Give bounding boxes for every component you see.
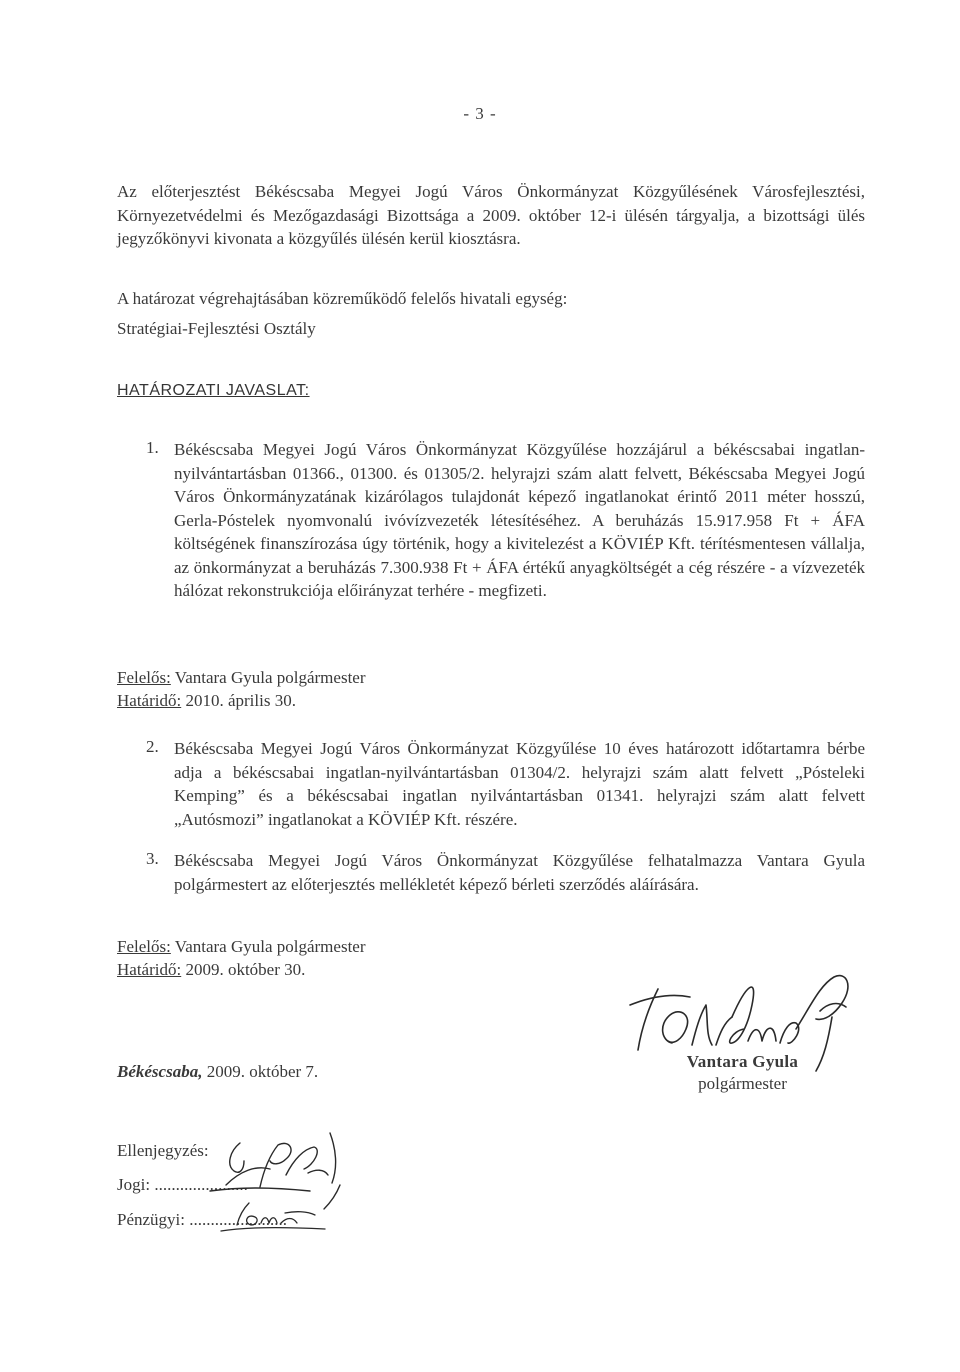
financial-signature — [215, 1195, 335, 1235]
place-date — [117, 1062, 318, 1082]
deadline-line — [117, 689, 296, 712]
deadline-label: Határidő: — [117, 960, 182, 979]
countersign-title: Ellenjegyzés: — [117, 1141, 209, 1160]
resolution-heading: HATÁROZATI JAVASLAT: — [117, 382, 310, 399]
legal-label: Jogi: — [117, 1175, 151, 1194]
deadline-value: 2010. április 30. — [185, 691, 296, 710]
responsible-label: Felelős: — [117, 937, 171, 956]
responsible-line — [117, 935, 366, 958]
item-text: Békéscsaba Megyei Jogú Város Önkormányzat Közgyűlése felhatalmazza Vantara Gyula polgármestert az előterjesztés mellékletét képező bérleti szerződés aláírására. — [174, 851, 865, 894]
responsible-label: Felelős: — [117, 668, 171, 687]
deadline-line — [117, 958, 305, 981]
date: 2009. október 7. — [206, 1062, 319, 1081]
item-number: 3. — [146, 849, 159, 868]
place: Békéscsaba, — [117, 1062, 203, 1081]
page-number: - 3 - — [463, 104, 497, 123]
intro-paragraph: Az előterjesztést Békéscsaba Megyei Jogú Város Önkormányzat Közgyűlésének Városfejlesztési, Környezetvédelmi és Mezőgazdasági Bizottsága a 2009. október 12-i ülésén tárgyalja, a bizottsági ülés jegyzőkönyvi kivonata a közgyűlés ülésén kerül kiosztásra. — [117, 182, 865, 248]
legal-dots: ...................... — [154, 1175, 248, 1194]
responsible-value: Vantara Gyula polgármester — [174, 668, 366, 687]
financial-dots: ....................... — [189, 1210, 287, 1229]
responsible-value: Vantara Gyula polgármester — [174, 937, 366, 956]
responsible-unit-name: Stratégiai-Fejlesztési Osztály — [117, 319, 316, 338]
responsible-unit-intro: A határozat végrehajtásában közreműködő felelős hivatali egység: — [117, 289, 568, 308]
item-number: 1. — [146, 438, 159, 457]
item-number: 2. — [146, 737, 159, 756]
financial-label: Pénzügyi: — [117, 1210, 185, 1229]
signatory-name: Vantara Gyula — [686, 1052, 799, 1071]
responsible-line — [117, 666, 366, 689]
item-text: Békéscsaba Megyei Jogú Város Önkormányzat Közgyűlése 10 éves határozott időtartamra bérbe adja a békéscsabai ingatlan-nyilvántartásban 01304/2. helyrajzi szám alatt felvett „Pósteleki Kemping” és a békéscsabai ingatlan nyilvántartásban 01341. helyrajzi szám alatt felvett „Autósmozi” ingatlanokat a KÖVIÉP Kft. részére. — [174, 739, 865, 829]
signatory-title: polgármester — [698, 1074, 787, 1093]
deadline-label: Határidő: — [117, 691, 182, 710]
deadline-value: 2009. október 30. — [185, 960, 306, 979]
item-text: Békéscsaba Megyei Jogú Város Önkormányzat Közgyűlése hozzájárul a békéscsabai ingatlan-nyilvántartásban 01366., 01300. és 01305/2. helyrajzi szám alatt felvett, Békéscsaba Megyei Jogú Város Önkormányzatának kizárólagos tulajdonát képező ingatlanokat érintő 2011 méter hosszú, Gerla-Póstelek nyomvonalú ivóvízvezeték létesítéséhez. A beruházás 15.917.958 Ft + ÁFA költségének finanszírozása úgy történik, hogy a kivitelezést a KÖVIÉP Kft. térítésmentesen vállalja, az önkormányzat a beruházás 7.300.938 Ft + ÁFA értékű anyagköltségét a cég részére - a vízvezeték hálózat rekonstrukciója előirányzat terhére - megfizeti. — [174, 440, 865, 600]
